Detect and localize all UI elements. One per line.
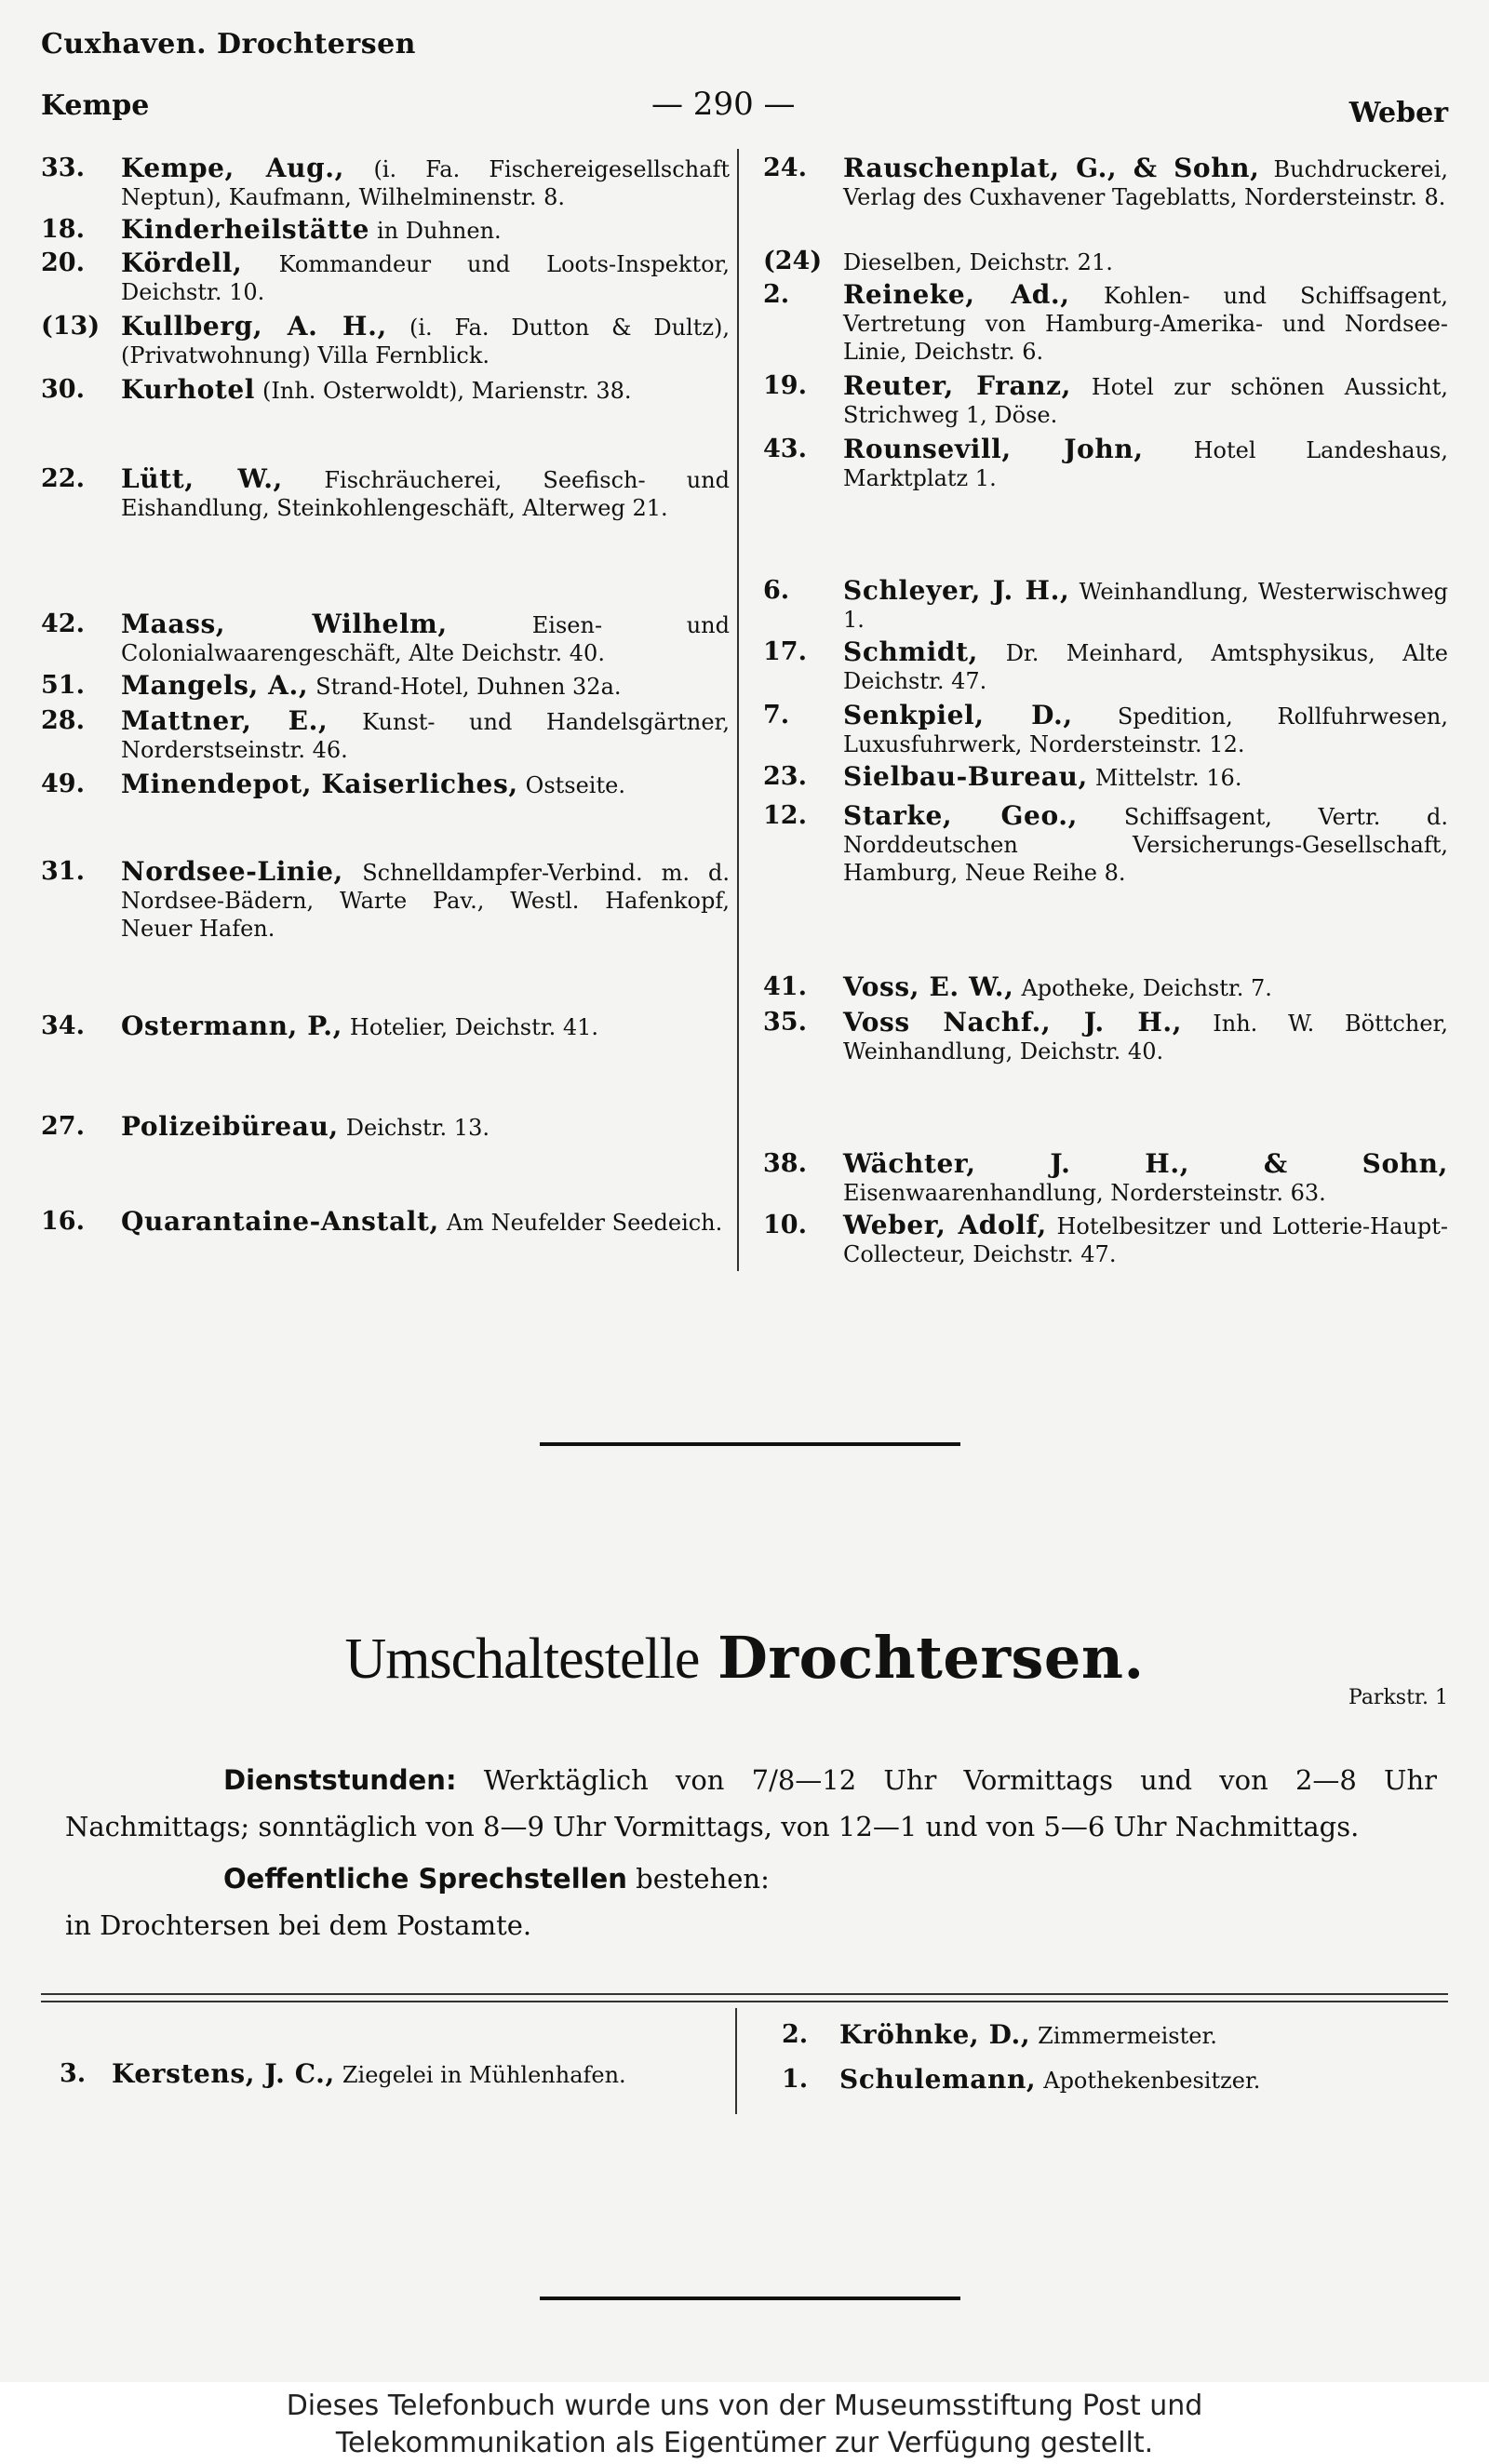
entry-number: 28. — [41, 706, 85, 735]
left-column — [41, 154, 730, 1280]
drochtersen-right-column — [782, 2021, 1448, 2114]
entry-name: Kullberg, A. H., — [121, 311, 387, 341]
entry-desc: Schiffsagent, Vertr. d. Norddeutschen Versicherungs-Gesellschaft, Hamburg, Neue Reihe 8. — [843, 804, 1449, 886]
entry-number: 18. — [41, 215, 85, 244]
stations-location: in Drochtersen bei dem Postamte. — [65, 1909, 532, 1941]
stations-text: bestehen: — [636, 1863, 770, 1895]
section-rule — [540, 2297, 960, 2300]
entry-number: 35. — [763, 1008, 807, 1037]
entry-number: 27. — [41, 1112, 85, 1141]
entry-number: 19. — [763, 371, 807, 400]
footer-attribution — [0, 2382, 1489, 2464]
entry-desc: Deichstr. 13. — [345, 1115, 490, 1141]
entry-desc: Eisenwaarenhandlung, Nordersteinstr. 63. — [843, 1180, 1326, 1206]
entry-number: 34. — [41, 1011, 85, 1040]
header-right-word: Weber — [1348, 97, 1448, 129]
entry-desc: Hotel Landeshaus, Marktplatz 1. — [843, 437, 1448, 491]
entry-number: 49. — [41, 770, 85, 798]
entry-name: Voss, E. W., — [843, 971, 1014, 1002]
entry-desc: (Inh. Osterwoldt), Marienstr. 38. — [262, 378, 632, 404]
entry-name: Polizeibüreau, — [121, 1111, 339, 1142]
footer-line-2: Telekommunikation als Eigentümer zur Verfügung gestellt. — [335, 2427, 1154, 2459]
double-rule-bottom — [41, 2001, 1448, 2002]
entry-desc: Dieselben, Deichstr. 21. — [843, 249, 1113, 275]
entry-desc: Eisen- und Colonialwaarengeschäft, Alte Deichstr. 40. — [121, 612, 730, 666]
page-number: — 290 — — [651, 86, 796, 123]
entry-desc: Kunst- und Handelsgärtner, Norderstseinstr. 46. — [121, 709, 730, 763]
entry-name: Kröhnke, D., — [839, 2019, 1031, 2050]
entry-desc: Strand-Hotel, Duhnen 32a. — [315, 674, 622, 700]
entry-desc: Kommandeur und Loots-Inspektor, Deichstr. 10. — [121, 251, 730, 305]
entry-name: Quarantaine-Anstalt, — [121, 1206, 439, 1237]
entry-name: Maass, Wilhelm, — [121, 609, 448, 639]
public-stations — [65, 1855, 1437, 1902]
footer-line-1: Dieses Telefonbuch wurde uns von der Museumsstiftung Post und — [286, 2390, 1203, 2422]
section-title-bold: Drochtersen. — [718, 1624, 1145, 1692]
entry-desc: Hotelbesitzer und Lotterie-Haupt-Collecteur, Deichstr. 47. — [843, 1213, 1448, 1267]
entry-number: 30. — [41, 375, 85, 404]
entry-desc: Fischräucherei, Seefisch- und Eishandlung, Steinkohlengeschäft, Alterweg 21. — [121, 467, 731, 521]
entry-number: 31. — [41, 857, 85, 886]
entry-number: 20. — [41, 248, 85, 277]
entry-number: 33. — [41, 154, 85, 182]
entry-name: Schleyer, J. H., — [843, 575, 1070, 606]
section-rule — [540, 1442, 960, 1446]
entry-name: Rounsevill, John, — [843, 434, 1144, 464]
entry-name: Weber, Adolf, — [843, 1210, 1047, 1240]
entry-name: Ostermann, P., — [121, 1011, 342, 1041]
entry-name: Reineke, Ad., — [843, 279, 1070, 310]
entry-desc: Zimmermeister. — [1038, 2023, 1217, 2049]
right-column — [763, 154, 1448, 1280]
entry-desc: Dr. Meinhard, Amtsphysikus, Alte Deichstr. 47. — [843, 640, 1448, 694]
section-title — [0, 1623, 1489, 1694]
entry-number: 3. — [60, 2059, 87, 2088]
entry-number: 43. — [763, 435, 807, 463]
entry-desc: (i. Fa. Fischereigesellschaft Neptun), Kaufmann, Wilhelminenstr. 8. — [121, 156, 730, 210]
entry-name: Voss Nachf., J. H., — [843, 1007, 1183, 1038]
service-hours — [65, 1757, 1437, 1850]
double-rule-top — [41, 1993, 1448, 1995]
hours-text: Werktäglich von 7/8—12 Uhr Vormittags und von 2—8 Uhr Nachmittags; sonntäglich von 8—9 Uhr Vormittags, von 12—1 und von 5—6 Uhr Nachmittags. — [65, 1764, 1438, 1842]
hours-label: Dienststunden: — [223, 1764, 457, 1796]
entry-desc: Apotheke, Deichstr. 7. — [1021, 975, 1272, 1001]
column-divider — [735, 2008, 737, 2114]
entry-desc: Ziegelei in Mühlenhafen. — [342, 2062, 626, 2088]
entry-name: Senkpiel, D., — [843, 700, 1073, 730]
entry-name: Nordsee-Linie, — [121, 856, 343, 887]
entry-name: Minendepot, Kaiserliches, — [121, 769, 518, 799]
entry-name: Kinderheilstätte — [121, 214, 370, 245]
entry-number: 6. — [763, 576, 790, 605]
entry-desc: in Duhnen. — [377, 218, 502, 244]
drochtersen-left-column — [60, 2060, 730, 2107]
entry-desc: Apothekenbesitzer. — [1043, 2068, 1261, 2094]
entry-desc: Ostseite. — [525, 772, 625, 798]
entry-desc: Weinhandlung, Westerwischweg 1. — [843, 579, 1449, 633]
entry-desc: Schnelldampfer-Verbind. m. d. Nordsee-Bädern, Warte Pav., Westl. Hafenkopf, Neuer Hafen. — [121, 860, 730, 942]
entry-desc: Hotelier, Deichstr. 41. — [349, 1014, 599, 1040]
entry-name: Lütt, W., — [121, 463, 283, 494]
entry-number: 23. — [763, 762, 807, 791]
stray-text: Parkstr. 1 — [1348, 1686, 1448, 1709]
entry-desc: Buchdruckerei, Verlag des Cuxhavener Tageblatts, Nordersteinstr. 8. — [843, 156, 1448, 210]
entry-name: Kördell, — [121, 248, 243, 278]
entry-name: Mattner, E., — [121, 705, 329, 736]
entry-desc: (i. Fa. Dutton & Dultz), (Privatwohnung) Villa Fernblick. — [121, 315, 730, 368]
entry-number: 10. — [763, 1211, 807, 1239]
section-title-light: Umschaltestelle — [344, 1627, 700, 1691]
entry-number: 24. — [763, 154, 807, 182]
header-left-word: Kempe — [41, 89, 150, 122]
stations-label: Oeffentliche Sprechstellen — [223, 1863, 627, 1895]
entry-number: 22. — [41, 464, 85, 493]
entry-number: 42. — [41, 609, 85, 638]
entry-number: (24) — [763, 247, 823, 275]
entry-number: (13) — [41, 312, 101, 341]
entry-desc: Am Neufelder Seedeich. — [446, 1210, 723, 1236]
entry-number: 17. — [763, 637, 807, 666]
entry-number: 7. — [763, 701, 790, 730]
entry-number: 41. — [763, 972, 807, 1001]
entry-name: Kerstens, J. C., — [112, 2058, 335, 2089]
entry-number: 51. — [41, 671, 85, 700]
entry-name: Kurhotel — [121, 374, 256, 405]
entry-name: Schulemann, — [839, 2064, 1037, 2095]
entry-number: 2. — [782, 2020, 809, 2049]
entry-name: Sielbau-Bureau, — [843, 761, 1088, 792]
entry-name: Starke, Geo., — [843, 800, 1078, 831]
entry-number: 38. — [763, 1149, 807, 1178]
entry-number: 16. — [41, 1207, 85, 1236]
column-divider — [737, 149, 739, 1271]
entry-name: Schmidt, — [843, 636, 978, 667]
entry-name: Rauschenplat, G., & Sohn, — [843, 153, 1260, 183]
entry-desc: Inh. W. Böttcher, Weinhandlung, Deichstr. 40. — [843, 1011, 1448, 1065]
entry-number: 12. — [763, 801, 807, 830]
entry-desc: Mittelstr. 16. — [1094, 765, 1242, 791]
entry-name: Wächter, J. H., & Sohn, — [843, 1148, 1448, 1179]
entry-name: Mangels, A., — [121, 670, 309, 701]
entry-name: Reuter, Franz, — [843, 370, 1071, 401]
entry-name: Kempe, Aug., — [121, 153, 344, 183]
entry-desc: Spedition, Rollfuhrwesen, Luxusfuhrwerk, Nordersteinstr. 12. — [843, 703, 1448, 757]
entry-desc: Hotel zur schönen Aussicht, Strichweg 1, Döse. — [843, 374, 1448, 428]
entry-desc: Kohlen- und Schiffsagent, Vertretung von Hamburg-Amerika- und Nordsee-Linie, Deichstr. 6. — [843, 283, 1448, 365]
entry-number: 2. — [763, 280, 790, 309]
entry-number: 1. — [782, 2065, 809, 2094]
header-place: Cuxhaven. Drochtersen — [41, 28, 416, 60]
